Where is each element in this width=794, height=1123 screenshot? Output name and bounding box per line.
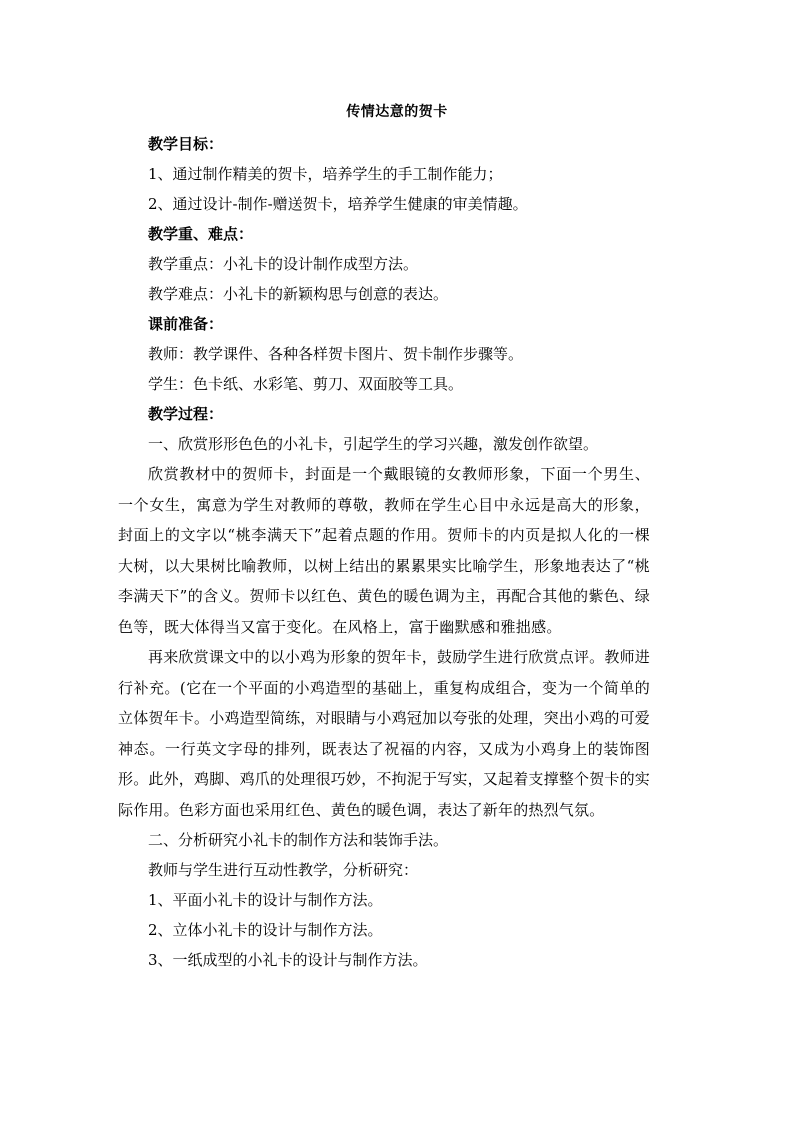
document-title: 传情达意的贺卡 <box>346 104 448 120</box>
method-item-2: 2、立体小礼卡的设计与制作方法。 <box>148 921 383 939</box>
goal-item-1: 1、通过制作精美的贺卡，培养学生的手工制作能力； <box>148 165 503 183</box>
paragraph-teacher-card: 欣赏教材中的贺师卡，封面是一个戴眼镜的女教师形象，下面一个男生、一个女生，寓意为学生对教师的尊敬，教师在学生心目中永远是高大的形象，封面上的文字以“桃李满天下”起着点题的作用。贺师卡的内页是拟人化的一棵大树，以大果树比喻教师，以树上结出的累累果实比喻学生，形象地表达了“桃李满天下”的含义。贺师卡以红色、黄色的暖色调为主，再配合其他的紫色、绿色等，既大体得当又富于变化。在风格上，富于幽默感和雅拙感。 <box>118 465 650 636</box>
focus-difficult-point: 教学难点：小礼卡的新颖构思与创意的表达。 <box>148 285 449 303</box>
focus-heading: 教学重、难点： <box>148 225 254 243</box>
goal-item-2: 2、通过设计-制作-赠送贺卡，培养学生健康的审美情趣。 <box>148 195 528 213</box>
prep-heading: 课前准备： <box>148 315 224 333</box>
prep-student: 学生：色卡纸、水彩笔、剪刀、双面胶等工具。 <box>148 375 464 393</box>
document-body <box>118 129 650 975</box>
focus-key-point: 教学重点：小礼卡的设计制作成型方法。 <box>148 255 419 273</box>
method-item-3: 3、一纸成型的小礼卡的设计与制作方法。 <box>148 951 428 969</box>
step-2-intro: 教师与学生进行互动性教学，分析研究： <box>148 861 419 879</box>
step-1-heading: 一、欣赏形形色色的小礼卡，引起学生的学习兴趣，激发创作欲望。 <box>148 435 599 453</box>
goals-heading: 教学目标： <box>148 135 224 153</box>
method-item-1: 1、平面小礼卡的设计与制作方法。 <box>148 891 383 909</box>
paragraph-new-year-card: 再来欣赏课文中的以小鸡为形象的贺年卡，鼓励学生进行欣赏点评。教师进行补充。(它在一个平面的小鸡造型的基础上，重复构成组合，变为一个简单的立体贺年卡。小鸡造型简练，对眼睛与小鸡冠加以夸张的处理，突出小鸡的可爱神态。一行英文字母的排列，既表达了祝福的内容，又成为小鸡身上的装饰图形。此外，鸡脚、鸡爪的处理很巧妙，不拘泥于写实，又起着支撑整个贺卡的实际作用。色彩方面也采用红色、黄色的暖色调，表达了新年的热烈气氛。 <box>118 648 651 819</box>
step-2-heading: 二、分析研究小礼卡的制作方法和装饰手法。 <box>148 831 449 849</box>
process-heading: 教学过程： <box>148 405 224 423</box>
prep-teacher: 教师：教学课件、各种各样贺卡图片、贺卡制作步骤等。 <box>148 345 524 363</box>
